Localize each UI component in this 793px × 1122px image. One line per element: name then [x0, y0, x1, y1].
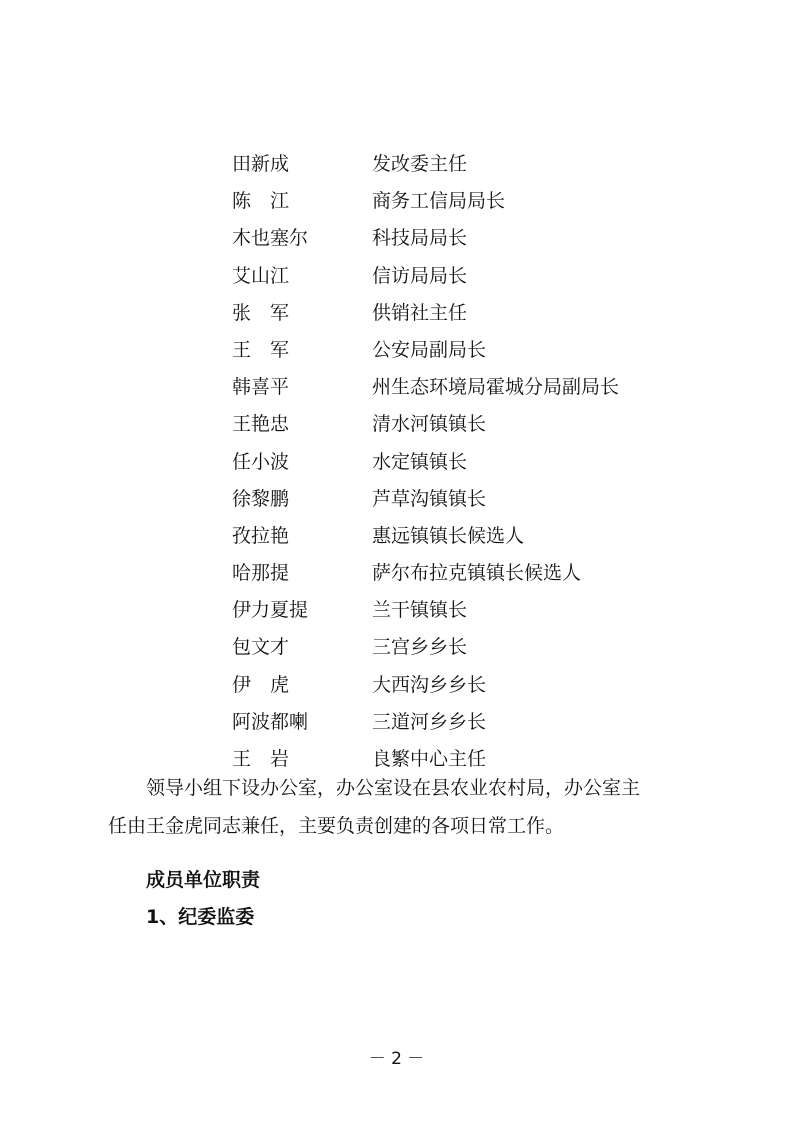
member-name: 包文才 — [232, 636, 290, 659]
member-name: 阿波都喇 — [232, 710, 309, 733]
member-title: 萨尔布拉克镇镇长候选人 — [372, 562, 582, 585]
subsection-heading: 1、纪委监委 — [146, 906, 255, 928]
page-number: － 2 － — [368, 1049, 425, 1069]
member-name: 伊 虎 — [232, 673, 290, 696]
member-name: 王 军 — [232, 338, 290, 361]
member-row — [0, 555, 793, 592]
member-title: 清水河镇镇长 — [372, 413, 487, 436]
member-title: 大西沟乡乡长 — [372, 673, 487, 696]
member-title: 公安局副局长 — [372, 338, 487, 361]
member-row — [0, 667, 793, 704]
member-name: 徐黎鹏 — [232, 487, 290, 510]
member-name: 艾山江 — [232, 264, 290, 287]
member-row — [0, 481, 793, 518]
member-row — [0, 704, 793, 741]
member-title: 惠远镇镇长候选人 — [372, 524, 525, 547]
member-title: 三宫乡乡长 — [372, 636, 468, 659]
member-name: 孜拉艳 — [232, 524, 290, 547]
member-name: 张 军 — [232, 301, 290, 324]
section-heading: 成员单位职责 — [146, 869, 261, 891]
member-title: 水定镇镇长 — [372, 450, 468, 473]
member-title: 商务工信局局长 — [372, 190, 506, 213]
member-row — [0, 258, 793, 295]
member-title: 三道河乡乡长 — [372, 710, 487, 733]
member-name: 伊力夏提 — [232, 599, 309, 622]
paragraph-line: 领导小组下设办公室，办公室设在县农业农村局，办公室主 — [146, 777, 641, 799]
member-row — [0, 406, 793, 443]
member-title: 芦草沟镇镇长 — [372, 487, 487, 510]
member-title: 良繁中心主任 — [372, 748, 487, 770]
member-title: 州生态环境局霍城分局副局长 — [372, 376, 620, 399]
member-row — [0, 295, 793, 332]
member-title: 科技局局长 — [372, 227, 468, 250]
member-row — [0, 332, 793, 369]
member-title: 发改委主任 — [372, 153, 468, 175]
member-title: 信访局局长 — [372, 264, 468, 287]
member-name: 王艳忠 — [232, 413, 290, 436]
member-list — [0, 146, 793, 778]
member-title: 供销社主任 — [372, 301, 468, 324]
member-row — [0, 629, 793, 666]
member-name: 田新成 — [232, 153, 290, 175]
member-name: 韩喜平 — [232, 376, 290, 399]
member-name: 木也塞尔 — [232, 227, 309, 250]
member-row — [0, 220, 793, 257]
member-row — [0, 444, 793, 481]
office-paragraph — [108, 770, 698, 845]
member-name: 哈那提 — [232, 562, 290, 585]
member-row — [0, 183, 793, 220]
member-row — [0, 518, 793, 555]
member-row — [0, 592, 793, 629]
member-row — [0, 369, 793, 406]
member-title: 兰干镇镇长 — [372, 599, 468, 622]
member-row — [0, 146, 793, 183]
member-name: 王 岩 — [232, 748, 290, 770]
member-name: 陈 江 — [232, 190, 290, 213]
member-name: 任小波 — [232, 450, 290, 473]
paragraph-line: 任由王金虎同志兼任，主要负责创建的各项日常工作。 — [108, 814, 565, 837]
